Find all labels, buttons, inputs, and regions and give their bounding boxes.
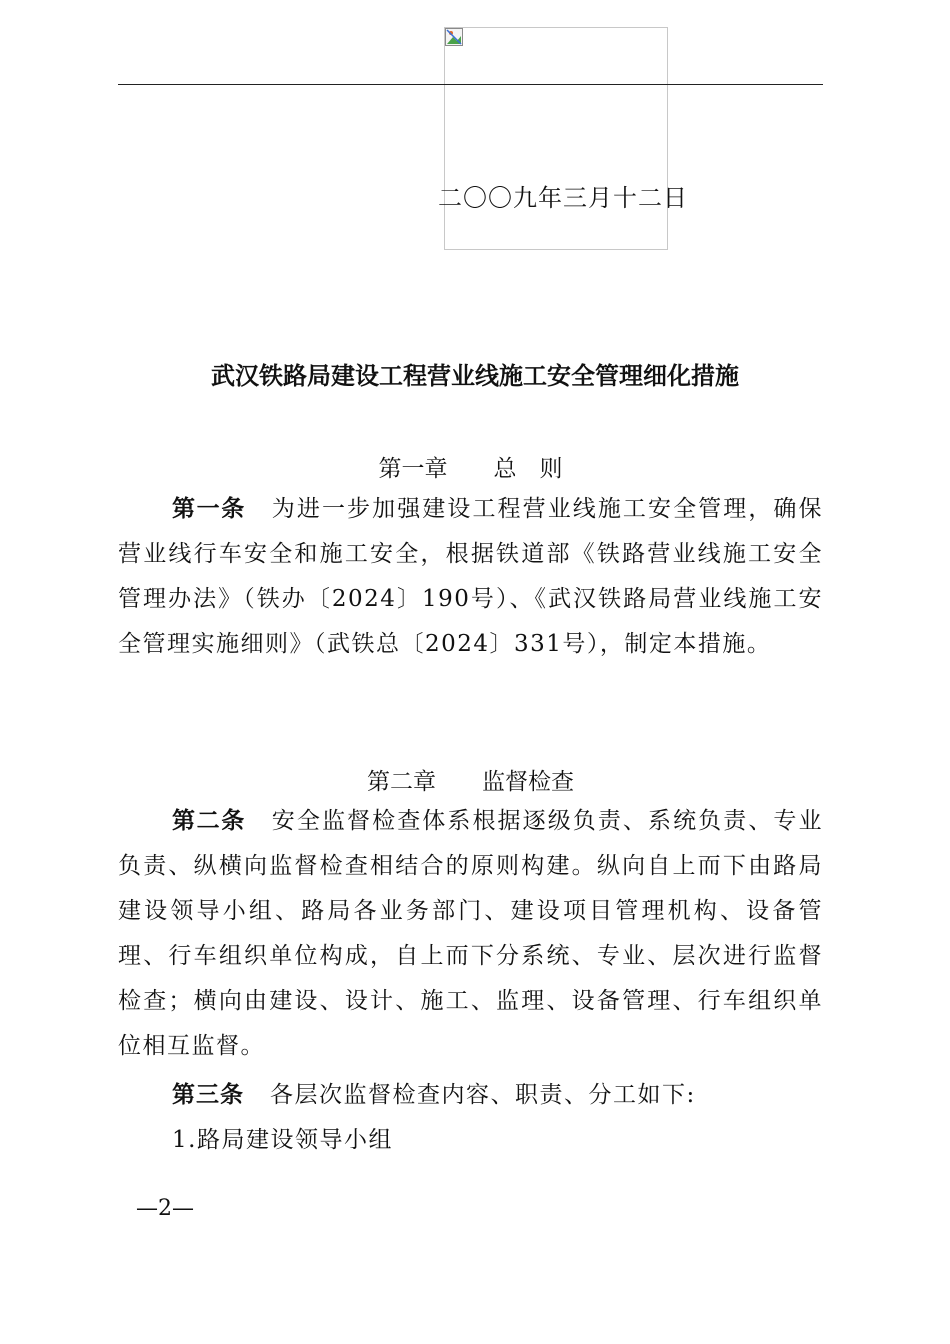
article-2-text: 安全监督检查体系根据逐级负责、系统负责、专业负责、纵横向监督检查相结合的原则构建。纵向自上而下由路局建设领导小组、路局各业务部门、建设项目管理机构、设备管理、行车组织单位构成，自上而下分系统、专业、层次进行监督检查；横向由建设、设计、施工、监理、设备管理、行车组织单位相互监督。 (118, 808, 824, 1059)
article-1-text: 为进一步加强建设工程营业线施工安全管理，确保营业线行车安全和施工安全，根据铁道部《铁路营业线施工安全管理办法》（铁办〔2024〕190号）、《武汉铁路局营业线施工安全管理实施细则》（武铁总〔2024〕331号），制定本措施。 (118, 496, 824, 657)
article-3-text: 各层次监督检查内容、职责、分工如下: (270, 1082, 696, 1108)
article-1 (118, 487, 823, 667)
article-2-label: 第二条 (172, 808, 246, 834)
article-3 (172, 1076, 696, 1109)
chapter-1-heading: 第一章 总 则 (378, 456, 563, 482)
article-2 (118, 799, 823, 1069)
article-1-label: 第一条 (172, 496, 246, 522)
issue-date: 二〇〇九年三月十二日 (438, 184, 688, 212)
header-divider (118, 84, 823, 85)
document-title: 武汉铁路局建设工程营业线施工安全管理细化措施 (211, 362, 739, 390)
chapter-2-heading: 第二章 监督检查 (367, 769, 574, 795)
article-3-label: 第三条 (172, 1082, 244, 1108)
list-item-1: 1.路局建设领导小组 (172, 1127, 393, 1153)
broken-image-placeholder (444, 27, 668, 250)
page-number: —2— (136, 1196, 194, 1221)
broken-image-icon (445, 28, 463, 46)
